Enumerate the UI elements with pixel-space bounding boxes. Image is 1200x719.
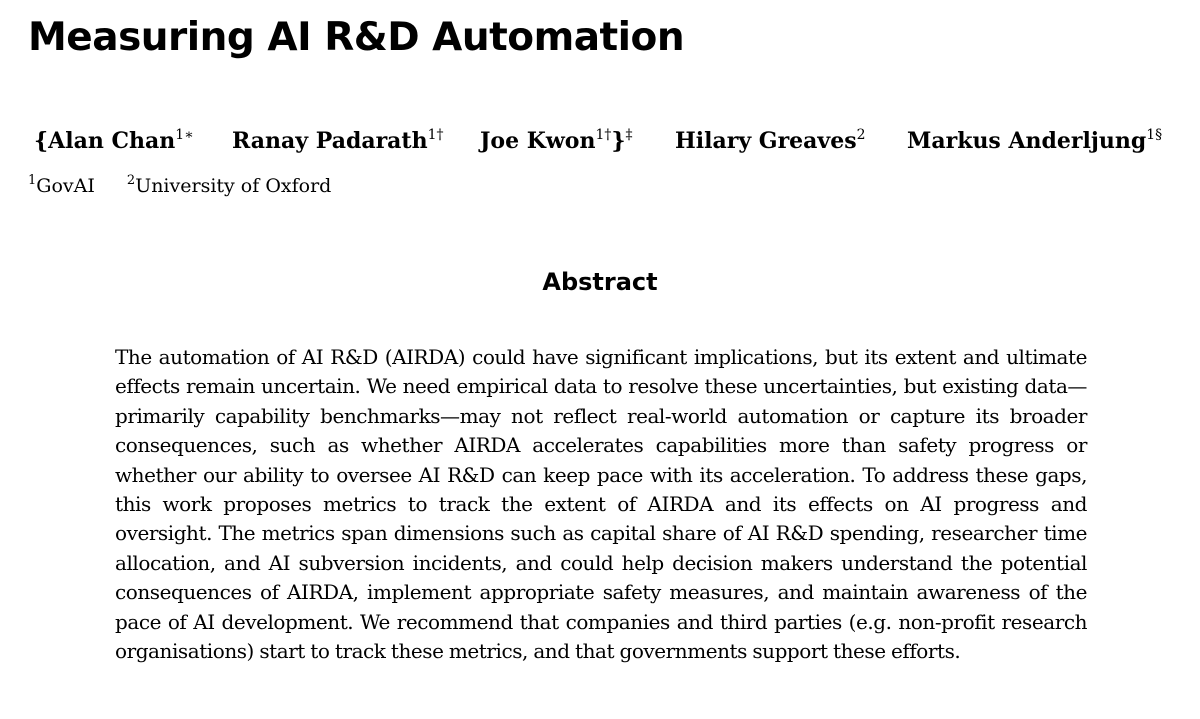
author-affiliation-mark: 2: [856, 127, 866, 143]
author-group-brace: }: [611, 128, 626, 154]
author-joe-kwon: [480, 124, 633, 158]
author-markus-anderljung: [907, 124, 1162, 158]
abstract-heading: Abstract: [542, 268, 658, 296]
affiliation-name: University of Oxford: [135, 175, 332, 197]
affiliation-list: [28, 172, 357, 200]
author-affiliation-mark: 1†: [595, 127, 612, 143]
affiliation-name: GovAI: [36, 175, 95, 197]
author-name: Markus Anderljung: [907, 128, 1147, 154]
affiliation-mark: 2: [126, 173, 136, 188]
author-affiliation-mark: ‡: [625, 127, 633, 143]
paper-title: Measuring AI R&D Automation: [28, 15, 685, 60]
abstract-text: The automation of AI R&D (AIRDA) could have significant implications, but its extent and ultimate effects remain uncertain. We need empirical data to resolve these uncertainties, but existing data—primarily capability benchmarks—may not reflect real-world automation or capture its broader consequences, such as whether AIRDA accelerates capabilities more than safety progress or whether our ability to oversee AI R&D can keep pace with its acceleration. To address these gaps, this work proposes metrics to track the extent of AIRDA and its effects on AI progress and oversight. The metrics span dimensions such as capital share of AI R&D spending, researcher time allocation, and AI subversion incidents, and could help decision makers understand the potential consequences of AIRDA, implement appropriate safety measures, and maintain awareness of the pace of AI development. We recommend that companies and third parties (e.g. non-profit research organisations) start to track these metrics, and that governments support these efforts.: [115, 345, 1087, 664]
author-hilary-greaves: [675, 124, 866, 158]
affiliation-govai: [28, 172, 95, 200]
author-affiliation-mark: 1∗: [175, 127, 194, 143]
affiliation-oxford: [127, 172, 331, 200]
author-affiliation-mark: 1†: [427, 127, 444, 143]
author-ranay-padarath: [232, 124, 444, 158]
author-alan-chan: [34, 124, 194, 158]
author-affiliation-mark: 1§: [1146, 127, 1163, 143]
author-list: [34, 124, 1184, 158]
author-name: Ranay Padarath: [232, 128, 428, 154]
author-name: Joe Kwon: [480, 128, 596, 154]
author-name: Hilary Greaves: [675, 128, 857, 154]
affiliation-mark: 1: [28, 173, 37, 188]
author-name: {Alan Chan: [34, 128, 176, 154]
